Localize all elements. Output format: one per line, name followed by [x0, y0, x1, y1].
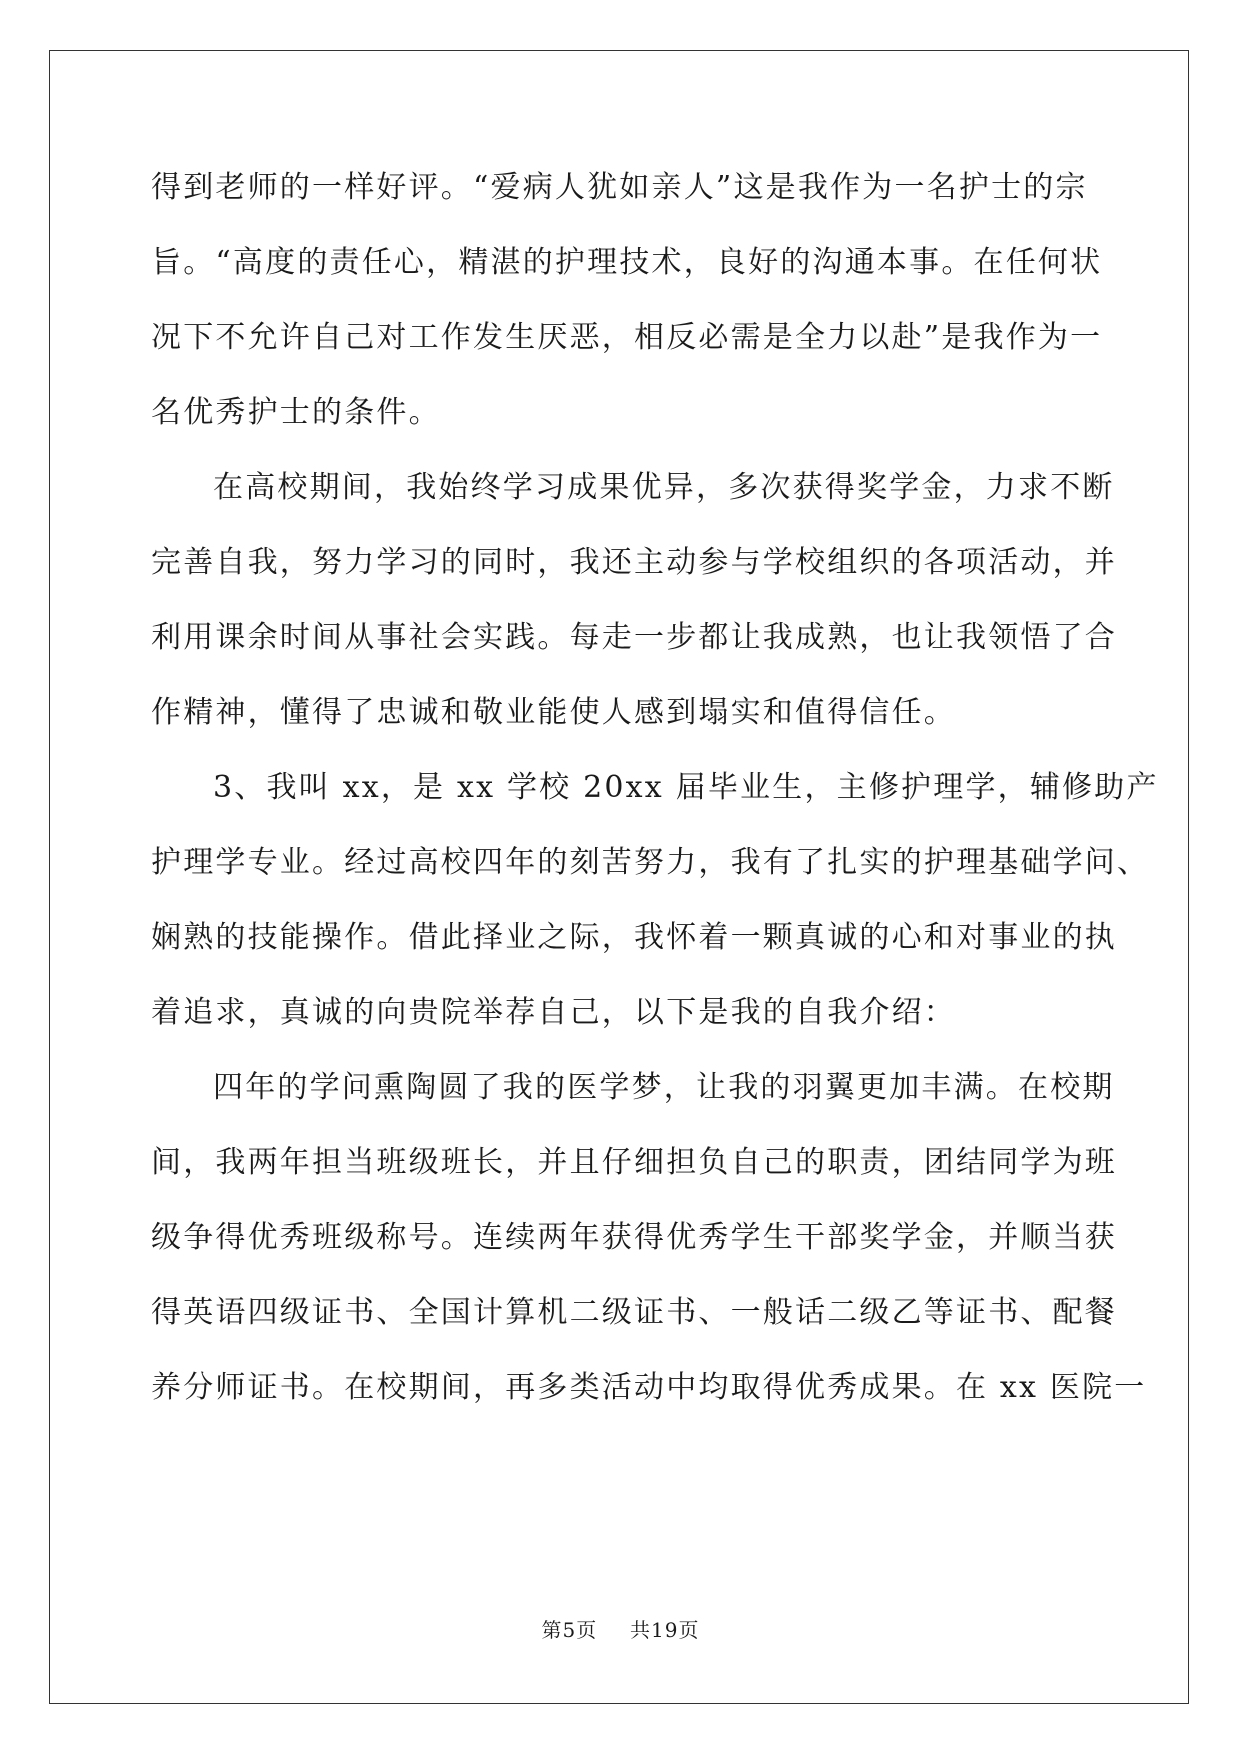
text-line: 在高校期间，我始终学习成果优异，多次获得奖学金，力求不断 — [213, 470, 1115, 505]
text-line: 养分师证书。在校期间，再多类活动中均取得优秀成果。在 xx 医院一 — [151, 1370, 1147, 1405]
text-line: 作精神，懂得了忠诚和敬业能使人感到塌实和值得信任。 — [151, 695, 956, 730]
document-body — [151, 150, 1159, 1425]
page-footer — [0, 1614, 1241, 1643]
text-line: 着追求，真诚的向贵院举荐自己，以下是我的自我介绍： — [151, 995, 956, 1030]
text-line: 得到老师的一样好评。“爱病人犹如亲人”这是我作为一名护士的宗 — [151, 170, 1088, 205]
text-line: 间，我两年担当班级班长，并且仔细担负自己的职责，团结同学为班 — [151, 1145, 1117, 1180]
text-line: 利用课余时间从事社会实践。每走一步都让我成熟，也让我领悟了合 — [151, 620, 1117, 655]
text-line: 四年的学问熏陶圆了我的医学梦，让我的羽翼更加丰满。在校期 — [213, 1070, 1115, 1105]
text-line: 级争得优秀班级称号。连续两年获得优秀学生干部奖学金，并顺当获 — [151, 1220, 1117, 1255]
page-number: 第5页 — [541, 1618, 598, 1642]
text-line: 3、我叫 xx，是 xx 学校 20xx 届毕业生，主修护理学，辅修助产 — [213, 770, 1159, 805]
text-line: 旨。“高度的责任心，精湛的护理技术，良好的沟通本事。在任何状 — [151, 245, 1103, 280]
text-line: 娴熟的技能操作。借此择业之际，我怀着一颗真诚的心和对事业的执 — [151, 920, 1117, 955]
text-line: 得英语四级证书、全国计算机二级证书、一般话二级乙等证书、配餐 — [151, 1295, 1117, 1330]
text-line: 完善自我，努力学习的同时，我还主动参与学校组织的各项活动，并 — [151, 545, 1117, 580]
page-total: 共19页 — [630, 1618, 700, 1642]
text-line: 护理学专业。经过高校四年的刻苦努力，我有了扎实的护理基础学问、 — [151, 845, 1150, 880]
text-line: 况下不允许自己对工作发生厌恶，相反必需是全力以赴”是我作为一 — [151, 320, 1103, 355]
text-line: 名优秀护士的条件。 — [151, 395, 441, 430]
